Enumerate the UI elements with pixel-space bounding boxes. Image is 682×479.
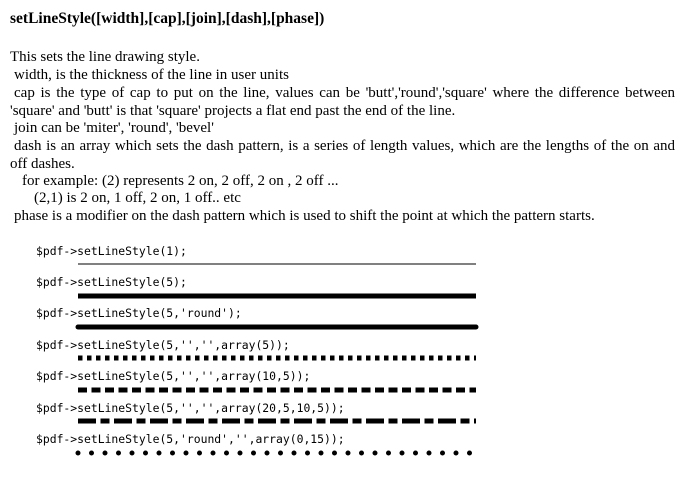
code-example-2: $pdf->setLineStyle(5); bbox=[36, 275, 187, 289]
dash-example-2: (2,1) is 2 on, 1 off, 2 on, 1 off.. etc bbox=[34, 190, 241, 206]
code-example-7: $pdf->setLineStyle(5,'round','',array(0,15)); bbox=[36, 432, 345, 446]
code-example-3: $pdf->setLineStyle(5,'round'); bbox=[36, 306, 242, 320]
page-title: setLineStyle([width],[cap],[join],[dash],[phase]) bbox=[10, 10, 325, 27]
dash-example-1: for example: (2) represents 2 on, 2 off, 2 on , 2 off ... bbox=[22, 173, 339, 189]
dash-description: dash is an array which sets the dash pattern, is a series of length values, which are the lengths of the on and off dashes. bbox=[10, 138, 675, 172]
join-description: join can be 'miter', 'round', 'bevel' bbox=[14, 120, 214, 136]
code-example-4: $pdf->setLineStyle(5,'','',array(5)); bbox=[36, 338, 290, 352]
width-description: width, is the thickness of the line in user units bbox=[14, 67, 289, 83]
code-example-1: $pdf->setLineStyle(1); bbox=[36, 244, 187, 258]
cap-description: cap is the type of cap to put on the line, values can be 'butt','round','square' where the difference between 'square' and 'butt' is that 'square' projects a flat end past the end of the line. bbox=[10, 85, 675, 119]
intro-text: This sets the line drawing style. bbox=[10, 49, 200, 65]
phase-description: phase is a modifier on the dash pattern which is used to shift the point at which the pattern starts. bbox=[14, 208, 595, 224]
code-example-6: $pdf->setLineStyle(5,'','',array(20,5,10,5)); bbox=[36, 401, 345, 415]
code-example-5: $pdf->setLineStyle(5,'','',array(10,5)); bbox=[36, 369, 311, 383]
